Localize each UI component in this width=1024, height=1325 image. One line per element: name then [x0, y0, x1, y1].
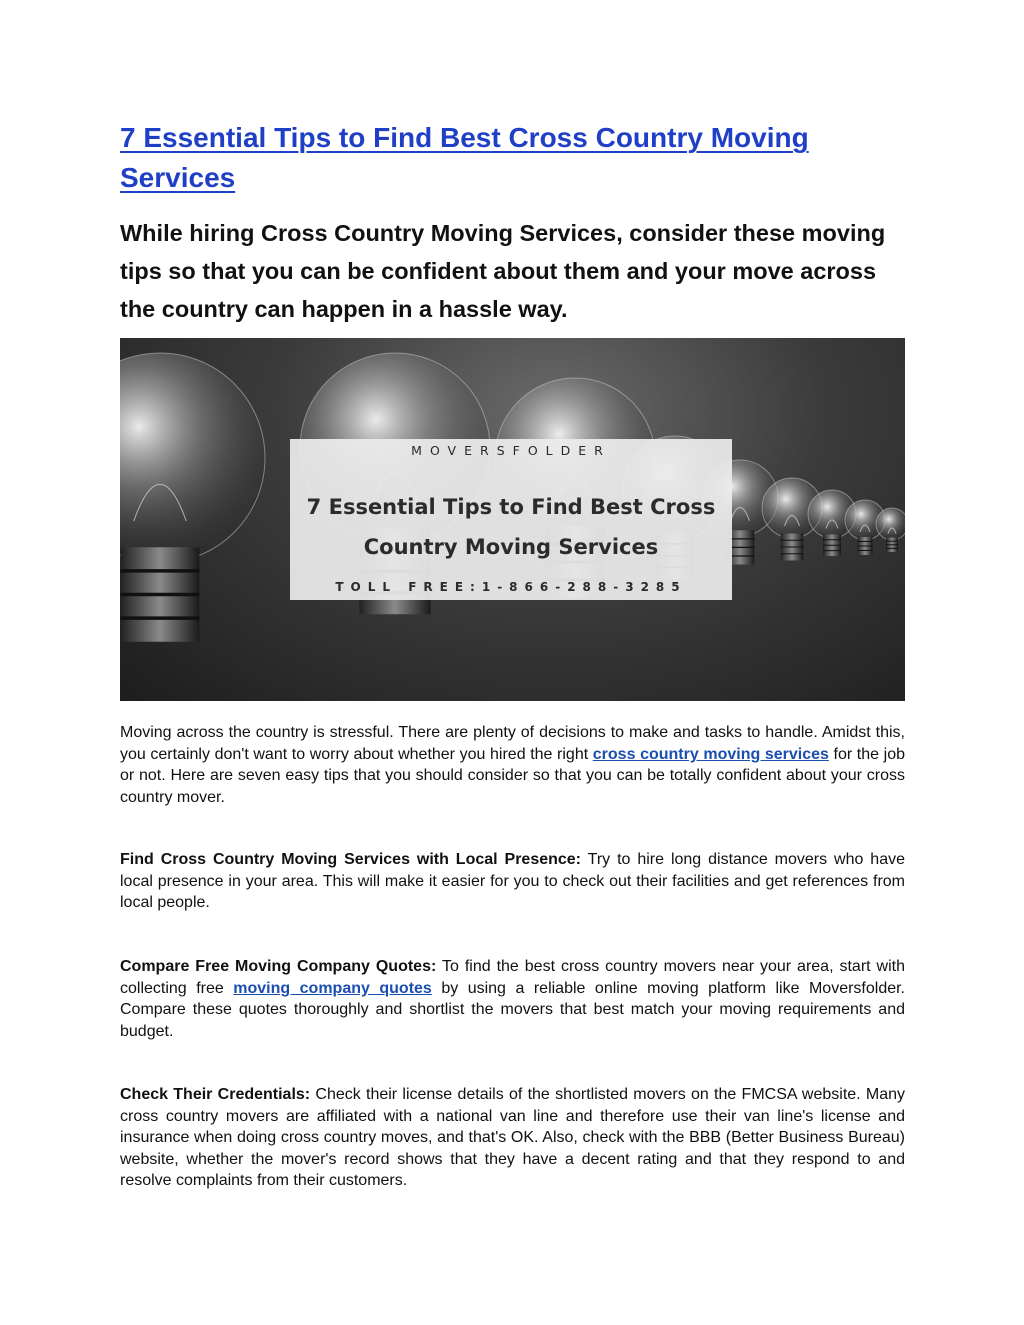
- tip-text: Check their license details of the shortlisted movers on the FMCSA website. Many cross country movers are affiliated with a national van line and therefore use their van line's license and insurance when doing cross country moves, and that's OK. Also, check with the BBB (Better Business Bureau) website, whether the mover's record shows that they have a decent rating and that they respond to and resolve complaints from their customers.: [120, 1086, 906, 1190]
- article: [120, 118, 906, 1190]
- banner-toll-free: TOLL FREE:1-866-288-3285: [335, 580, 687, 594]
- cross-country-moving-services-link[interactable]: cross country moving services: [592, 745, 829, 763]
- tip-heading: Check Their Credentials:: [120, 1086, 311, 1103]
- tip-text-after: by using a reliable online moving platform like Moversfolder. Compare these quotes thoroughly and shortlist the movers that best match your moving requirements and budget.: [120, 979, 906, 1040]
- tip-credentials: [120, 1084, 905, 1192]
- tip-compare-quotes: [120, 956, 905, 1042]
- tip-local-presence: [120, 849, 905, 914]
- intro-paragraph: [120, 722, 905, 808]
- intro-text-before: Moving across the country is stressful. There are plenty of decisions to make and tasks to handle. Amidst this, you certainly don't want to worry about whether you hired the right: [120, 724, 905, 763]
- moving-company-quotes-link[interactable]: moving company quotes: [233, 979, 432, 997]
- banner-brand: MOVERSFOLDER: [411, 443, 611, 458]
- tip-heading: Find Cross Country Moving Services with Local Presence:: [120, 851, 582, 868]
- tip-text-before: To find the best cross country movers near your area, start with collecting free: [120, 958, 905, 997]
- tip-heading: Compare Free Moving Company Quotes:: [120, 958, 437, 975]
- light-bulb-9: [876, 508, 905, 552]
- banner-title: 7 Essential Tips to Find Best Cross Country Moving Services: [306, 495, 716, 559]
- article-title-link[interactable]: 7 Essential Tips to Find Best Cross Country Moving Services: [120, 122, 809, 193]
- light-bulb-1: [120, 353, 265, 642]
- intro-text-after: for the job or not. Here are seven easy tips that you should consider so that you can be totally confident about your cross country mover.: [120, 745, 906, 806]
- banner-image: [120, 338, 905, 701]
- article-subtitle: While hiring Cross Country Moving Services, consider these moving tips so that you can be confident about them and your move across the country can happen in a hassle way.: [120, 220, 886, 322]
- tip-text: Try to hire long distance movers who have local presence in your area. This will make it easier for you to check out their facilities and get references from local people.: [120, 851, 905, 912]
- banner-card: [290, 439, 732, 600]
